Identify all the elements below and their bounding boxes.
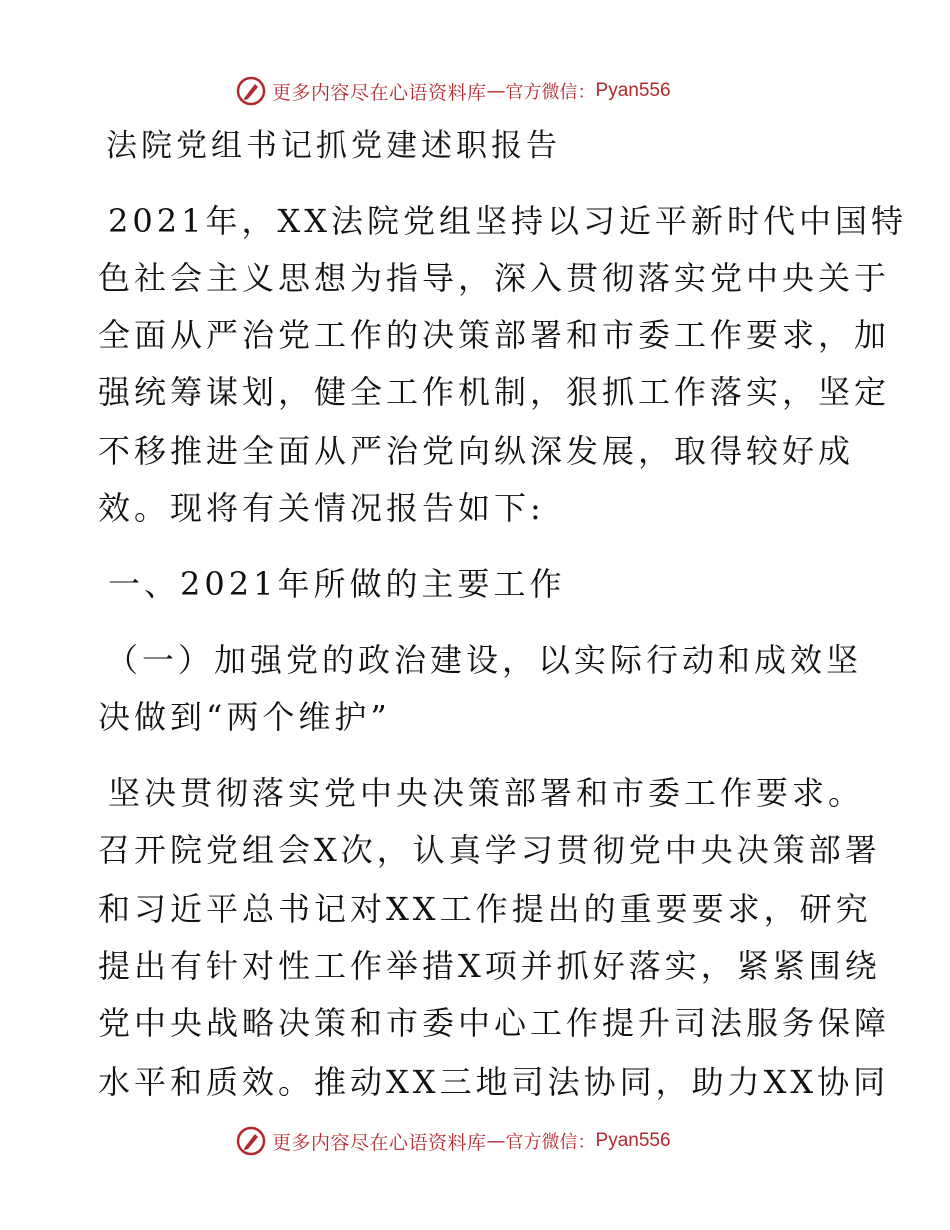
body-line: 坚决贯彻落实党中央决策部署和市委工作要求。 <box>108 774 865 812</box>
intro-line: 全面从严治党工作的决策部署和市委工作要求，加 <box>98 316 891 354</box>
body-line: 召开院党组会X次，认真学习贯彻党中央决策部署 <box>98 831 881 869</box>
bookmark-quill-icon <box>236 1126 266 1156</box>
subsection-heading-line: （一）加强党的政治建设，以实际行动和成效坚 <box>106 641 863 679</box>
body-line: 水平和质效。推动XX三地司法协同，助力XX协同 <box>98 1063 890 1101</box>
watermark-wechat-label: 官方微信： <box>505 82 596 103</box>
body-line: 党中央战略决策和市委中心工作提升司法服务保障 <box>98 1004 891 1042</box>
watermark-separator: — <box>486 1130 506 1152</box>
watermark-promo-text: 更多内容尽在心语资料库 <box>272 81 487 104</box>
watermark-wechat-id: Pyan556 <box>595 80 671 101</box>
subsection-heading-line: 决做到“两个维护” <box>98 698 391 736</box>
intro-line: 强统筹谋划，健全工作机制，狠抓工作落实，坚定 <box>98 373 891 411</box>
watermark-promo-text: 更多内容尽在心语资料库 <box>272 1131 487 1154</box>
intro-line: 色社会主义思想为指导，深入贯彻落实党中央关于 <box>98 259 891 297</box>
intro-line: 效。现将有关情况报告如下: <box>98 489 545 527</box>
watermark-banner-bottom <box>236 1124 671 1158</box>
watermark-banner-top <box>236 74 671 108</box>
watermark-wechat-id: Pyan556 <box>595 1130 671 1151</box>
body-line: 提出有针对性工作举措X项并抓好落实，紧紧围绕 <box>98 947 881 985</box>
bookmark-quill-icon <box>236 76 266 106</box>
document-title: 法院党组书记抓党建述职报告 <box>106 128 561 164</box>
intro-line: 不移推进全面从严治党向纵深发展，取得较好成 <box>98 432 855 470</box>
section-heading: 一、2021年所做的主要工作 <box>108 565 566 603</box>
body-line: 和习近平总书记对XX工作提出的重要要求，研究 <box>98 890 872 928</box>
watermark-separator: — <box>486 80 506 102</box>
watermark-wechat-label: 官方微信： <box>505 1132 596 1153</box>
intro-line: 2021年，XX法院党组坚持以习近平新时代中国特 <box>108 202 908 240</box>
